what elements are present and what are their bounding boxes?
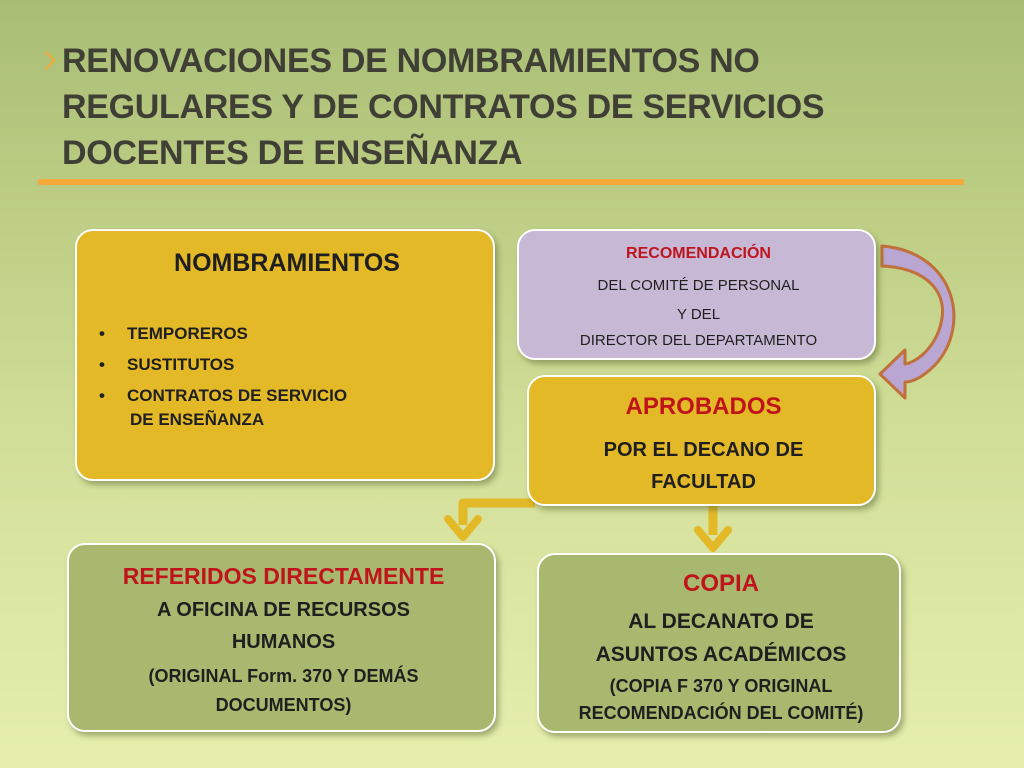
referidos-line: A OFICINA DE RECURSOS — [157, 599, 410, 621]
recomendacion-line: Y DEL — [676, 306, 721, 323]
nombramientos-list — [99, 318, 347, 411]
nombramientos-heading: NOMBRAMIENTOS — [174, 249, 400, 277]
recomendacion-heading: RECOMENDACIÓN — [626, 245, 771, 262]
list-item: • CONTRATOS DE SERVICIO — [99, 380, 347, 411]
recomendacion-line: DEL COMITÉ DE PERSONAL — [597, 277, 800, 294]
recomendacion-box — [517, 229, 876, 360]
list-item: • TEMPOREROS — [99, 318, 347, 349]
aprobados-box — [527, 375, 876, 506]
aprobados-line: FACULTAD — [651, 471, 756, 493]
referidos-line: (ORIGINAL Form. 370 Y DEMÁS — [148, 666, 419, 686]
list-item: • SUSTITUTOS — [99, 349, 347, 380]
copia-line: ASUNTOS ACADÉMICOS — [595, 643, 847, 666]
copia-box — [537, 553, 901, 733]
copia-line: AL DECANATO DE — [628, 610, 814, 633]
referidos-line: DOCUMENTOS) — [215, 695, 352, 715]
aprobados-line: POR EL DECANO DE — [603, 439, 804, 461]
recomendacion-line: DIRECTOR DEL DEPARTAMENTO — [579, 332, 818, 349]
referidos-line: HUMANOS — [231, 631, 336, 653]
copia-line: (COPIA F 370 Y ORIGINAL — [609, 676, 833, 696]
referidos-heading: REFERIDOS DIRECTAMENTE — [122, 563, 445, 589]
referidos-box — [67, 543, 496, 732]
nombramientos-box — [75, 229, 495, 481]
list-item-continuation: DE ENSEÑANZA — [130, 410, 265, 429]
copia-heading: COPIA — [682, 570, 759, 597]
copia-line: RECOMENDACIÓN DEL COMITÉ) — [578, 703, 864, 723]
aprobados-heading: APROBADOS — [625, 393, 782, 420]
slide-title: RENOVACIONES DE NOMBRAMIENTOS NO REGULARES Y DE CONTRATOS DE SERVICIOS DOCENTES DE ENSEÑANZA — [62, 42, 825, 172]
curved-arrow-icon — [880, 246, 954, 398]
